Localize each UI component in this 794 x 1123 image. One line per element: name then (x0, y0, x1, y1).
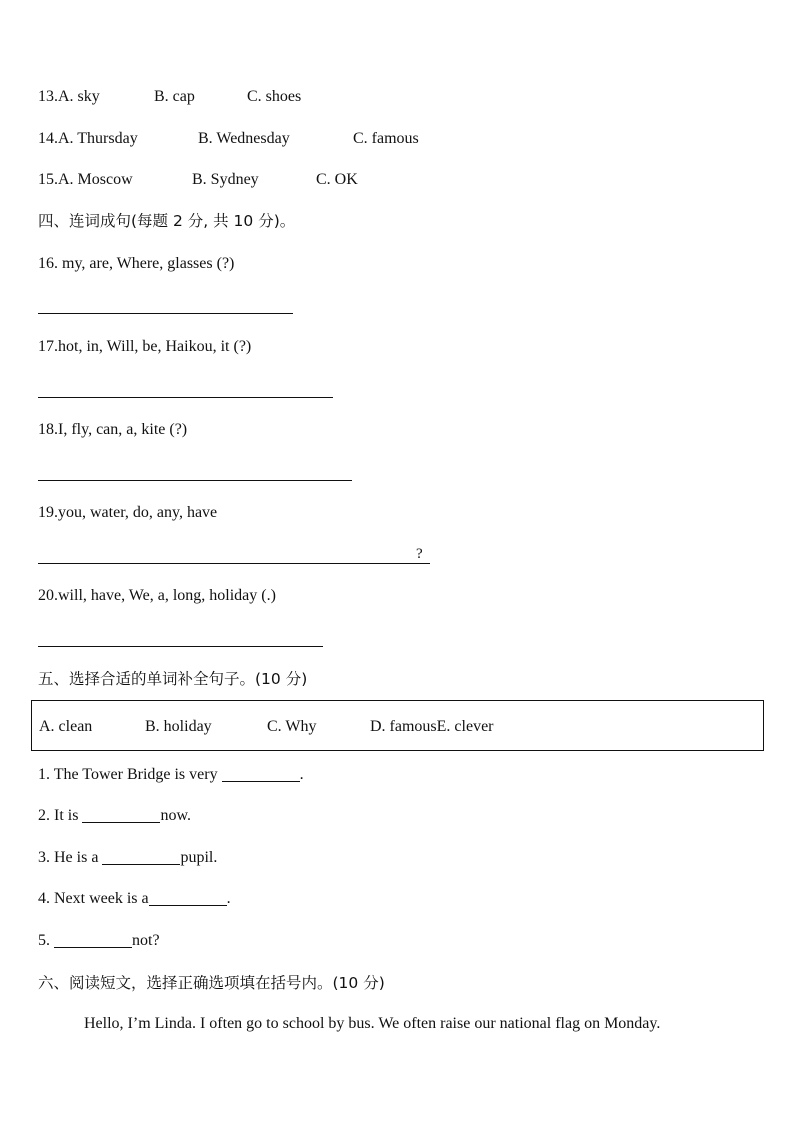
answer-line-16[interactable] (38, 313, 293, 314)
question-15 (38, 170, 358, 190)
word-bank-item: B. holiday (145, 718, 212, 735)
question-number: 17. (38, 338, 58, 355)
question-number: 20. (38, 587, 58, 604)
option-c: C. famous (353, 130, 419, 147)
fill-blank[interactable] (149, 889, 227, 906)
sentence-text: 3. He is a (38, 849, 103, 866)
answer-line-17[interactable] (38, 397, 333, 398)
fill-blank[interactable] (54, 931, 132, 948)
sentence-text: . (299, 766, 304, 783)
word-bank (31, 700, 764, 751)
answer-line-20[interactable] (38, 646, 323, 647)
option-a: A. Thursday (58, 130, 138, 147)
question-13 (38, 87, 302, 107)
answer-line-18[interactable] (38, 480, 352, 481)
option-b: B. Wednesday (198, 130, 290, 147)
section4-heading: 四、连词成句(每题 2 分, 共 10 分)。 (38, 212, 296, 230)
word-bank-item: A. clean (39, 718, 93, 735)
section6-heading: 六、阅读短文，选择正确选项填在括号内。(10 分) (38, 974, 385, 992)
section5-heading: 五、选择合适的单词补全句子。(10 分) (38, 670, 308, 688)
option-c: C. OK (316, 171, 358, 188)
question-number: 14. (38, 130, 58, 147)
question-words: will, have, We, a, long, holiday (.) (58, 587, 276, 604)
option-b: B. cap (154, 88, 195, 105)
word-bank-item: C. Why (267, 718, 317, 735)
sentence-text: 2. It is (38, 807, 83, 824)
sentence-text: . (226, 890, 231, 907)
question-16 (38, 254, 234, 274)
question-18 (38, 420, 187, 440)
option-a: A. Moscow (58, 171, 133, 188)
sentence-text: now. (160, 807, 191, 824)
question-number: 13. (38, 88, 58, 105)
fill-blank[interactable] (222, 765, 300, 782)
sentence-4 (38, 889, 231, 909)
word-bank-item: D. famousE. clever (370, 718, 494, 735)
reading-passage: Hello, I’m Linda. I often go to school by bus. We often raise our national flag on Monday. (84, 1015, 661, 1032)
option-c: C. shoes (247, 88, 302, 105)
question-number: 19. (38, 504, 58, 521)
answer-line-19[interactable] (38, 563, 430, 564)
sentence-5 (38, 931, 160, 951)
fill-blank[interactable] (82, 806, 160, 823)
sentence-2 (38, 806, 191, 826)
question-17 (38, 337, 251, 357)
question-words: hot, in, Will, be, Haikou, it (?) (58, 338, 252, 355)
sentence-3 (38, 848, 217, 868)
option-b: B. Sydney (192, 171, 259, 188)
question-number: 18. (38, 421, 58, 438)
question-words: you, water, do, any, have (58, 504, 218, 521)
end-mark: ? (416, 546, 423, 562)
sentence-text: 5. (38, 932, 54, 949)
question-19 (38, 503, 217, 523)
sentence-text: 1. The Tower Bridge is very (38, 766, 222, 783)
sentence-1 (38, 765, 304, 785)
fill-blank[interactable] (102, 848, 180, 865)
sentence-text: 4. Next week is a (38, 890, 149, 907)
question-number: 15. (38, 171, 58, 188)
question-20 (38, 586, 276, 606)
sentence-text: not? (132, 932, 160, 949)
question-14 (38, 129, 419, 149)
option-a: A. sky (58, 88, 100, 105)
question-words: my, are, Where, glasses (?) (58, 255, 235, 272)
question-words: I, fly, can, a, kite (?) (58, 421, 188, 438)
question-number: 16. (38, 255, 58, 272)
sentence-text: pupil. (180, 849, 218, 866)
